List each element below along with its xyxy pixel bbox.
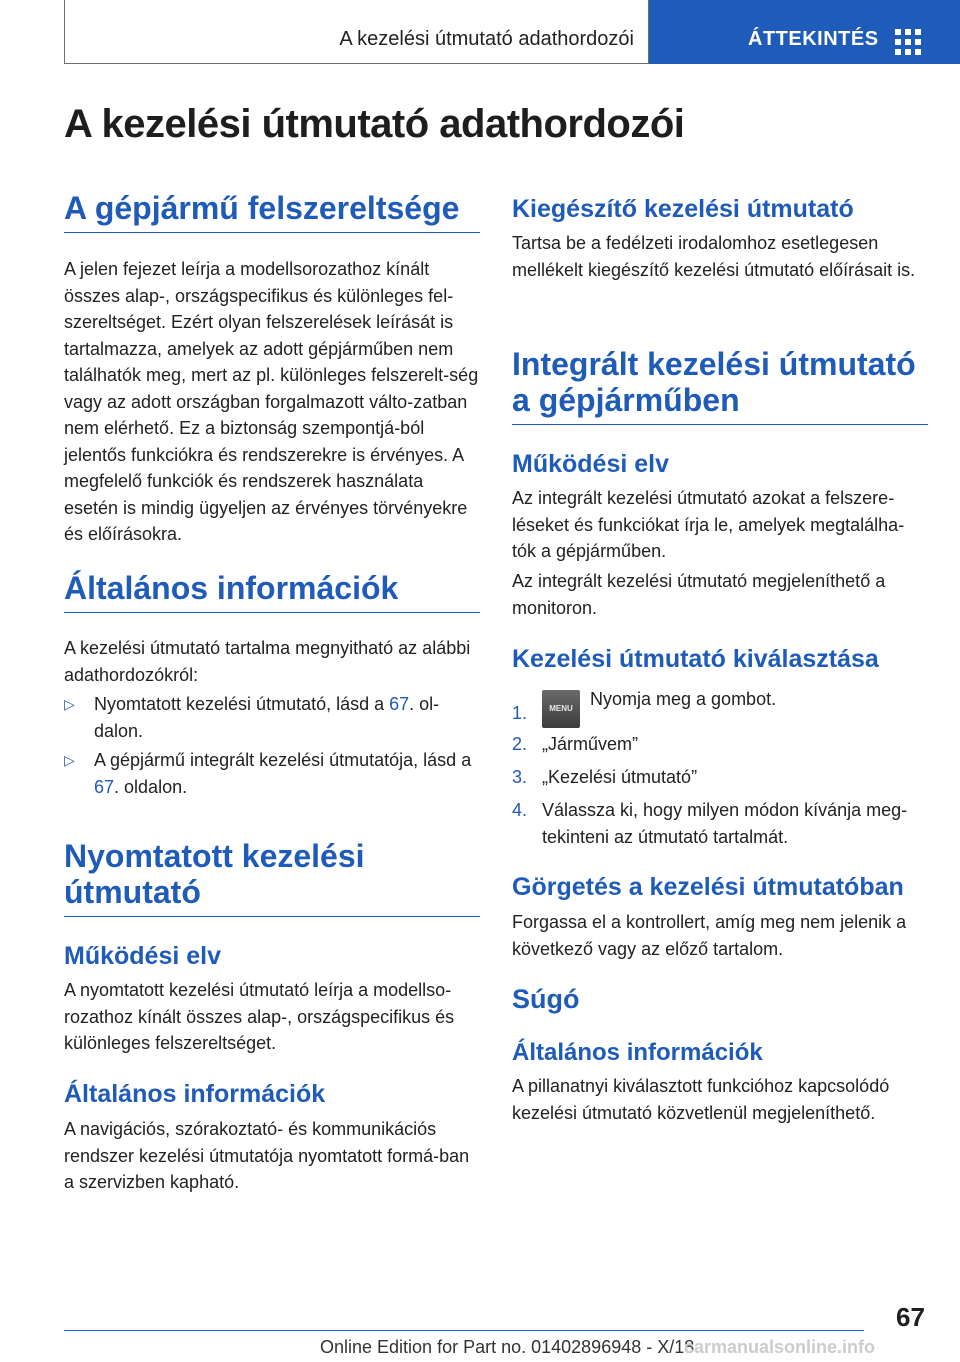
heading-vehicle-equipment: A gépjármű felszereltsége xyxy=(64,190,480,233)
printed-general-text: A navigációs, szórakoztató- és kommunikációs rendszer kezelési útmutatója nyomtatott formá-ban a szervizben kapható. xyxy=(64,1119,470,1192)
list-item: 4. Válassza ki, hogy milyen módon kívánja meg-tekinteni az útmutató tartalmát. xyxy=(512,797,928,850)
heading-general-info: Általános információk xyxy=(64,570,480,613)
list-item: ▷ Nyomtatott kezelési útmutató, lásd a 67. ol-dalon. xyxy=(64,691,480,744)
general-info-text: A kezelési útmutató tartalma megnyitható az alábbi adathordozókról: xyxy=(64,638,471,685)
header-section-title[interactable]: A kezelési útmutató adathordozói xyxy=(339,28,634,50)
integrated-monitor-text: Az integrált kezelési útmutató megjeleníthető a monitoron. xyxy=(512,571,886,618)
vehicle-equipment-text: A jelen fejezet leírja a modellsorozathoz kínált összes alap-, országspecifikus és különleges fel-szereltséget. Ezért olyan felszerelések leírását is tartalmazza, amelyek az adott gépjárműben nem találhatók meg, mert az pl. különleges felszerelt-ség vagy az adott országban forgalmazott válto-zatban nem elérhető. Ez a biztonság szempontjá-ból jelentős funkciókra és rendszerekre is érvényes. A megfelelő funkciók és rendszerek használata esetén is mindig ügyeljen az érvényes törvényekre és előírásokra. xyxy=(64,259,479,544)
page-title: A kezelési útmutató adathordozói xyxy=(64,102,685,146)
printed-principle-text: A nyomtatott kezelési útmutató leírja a modellso-rozathoz kínált összes alap-, országspecifikus és különleges felszereltséget. xyxy=(64,980,455,1053)
supplementary-text: Tartsa be a fedélzeti irodalomhoz esetlegesen mellékelt kiegészítő kezelési útmutató előírásait is. xyxy=(512,233,916,280)
step-number: 1. xyxy=(512,703,528,723)
page-link[interactable]: 67 xyxy=(94,776,115,797)
integrated-principle-text: Az integrált kezelési útmutató azokat a felszere-léseket és funkciókat írja le, amelyek megtalálha-tók a gépjárműben. xyxy=(512,488,905,561)
list-item: 2. „Járművem” xyxy=(512,731,928,758)
heading-printed-manual: Nyomtatott kezelési útmutató xyxy=(64,838,480,917)
heading-help: Súgó xyxy=(512,984,580,1014)
page-link[interactable]: 67 xyxy=(389,694,410,714)
edition-text: Online Edition for Part no. 01402896948 - X/18 xyxy=(320,1337,695,1357)
heading-supplementary-manual: Kiegészítő kezelési útmutató xyxy=(512,195,854,223)
header-overview-tab[interactable] xyxy=(649,0,960,64)
step-number: 2. xyxy=(512,734,528,754)
page-number: 67 xyxy=(896,1302,925,1332)
header-section-box xyxy=(64,0,649,64)
triangle-bullet-icon: ▷ xyxy=(64,696,75,712)
help-text: A pillanatnyi kiválasztott funkcióhoz kapcsolódó kezelési útmutató közvetlenül megjeleníthető. xyxy=(512,1076,890,1123)
list-item: 3. „Kezelési útmutató” xyxy=(512,764,928,791)
subheading-operating-principle: Működési elv xyxy=(64,942,221,970)
subheading-select-manual: Kezelési útmutató kiválasztása xyxy=(512,645,879,673)
list-item: ▷ A gépjármű integrált kezelési útmutatója, lásd a 67. oldalon. xyxy=(64,747,480,800)
scrolling-text: Forgassa el a kontrollert, amíg meg nem jelenik a következő vagy az előző tartalom. xyxy=(512,912,907,959)
subheading-scrolling: Görgetés a kezelési útmutatóban xyxy=(512,873,904,901)
heading-integrated-manual: Integrált kezelési útmutató a gépjárműben xyxy=(512,346,928,425)
grid-menu-icon[interactable] xyxy=(895,29,921,55)
subheading-operating-principle: Működési elv xyxy=(512,450,669,478)
watermark: carmanualsonline.info xyxy=(684,1337,876,1357)
footer-divider xyxy=(64,1330,864,1331)
menu-button-icon: MENU xyxy=(542,690,580,728)
subheading-general-info: Általános információk xyxy=(64,1080,326,1108)
header-tab-label: ÁTTEKINTÉS xyxy=(748,28,879,50)
step-number: 3. xyxy=(512,767,528,787)
step-number: 4. xyxy=(512,800,528,820)
triangle-bullet-icon: ▷ xyxy=(64,752,75,768)
subheading-general-info: Általános információk xyxy=(512,1039,763,1066)
list-item: 1. MENU Nyomja meg a gombot. xyxy=(512,686,928,728)
